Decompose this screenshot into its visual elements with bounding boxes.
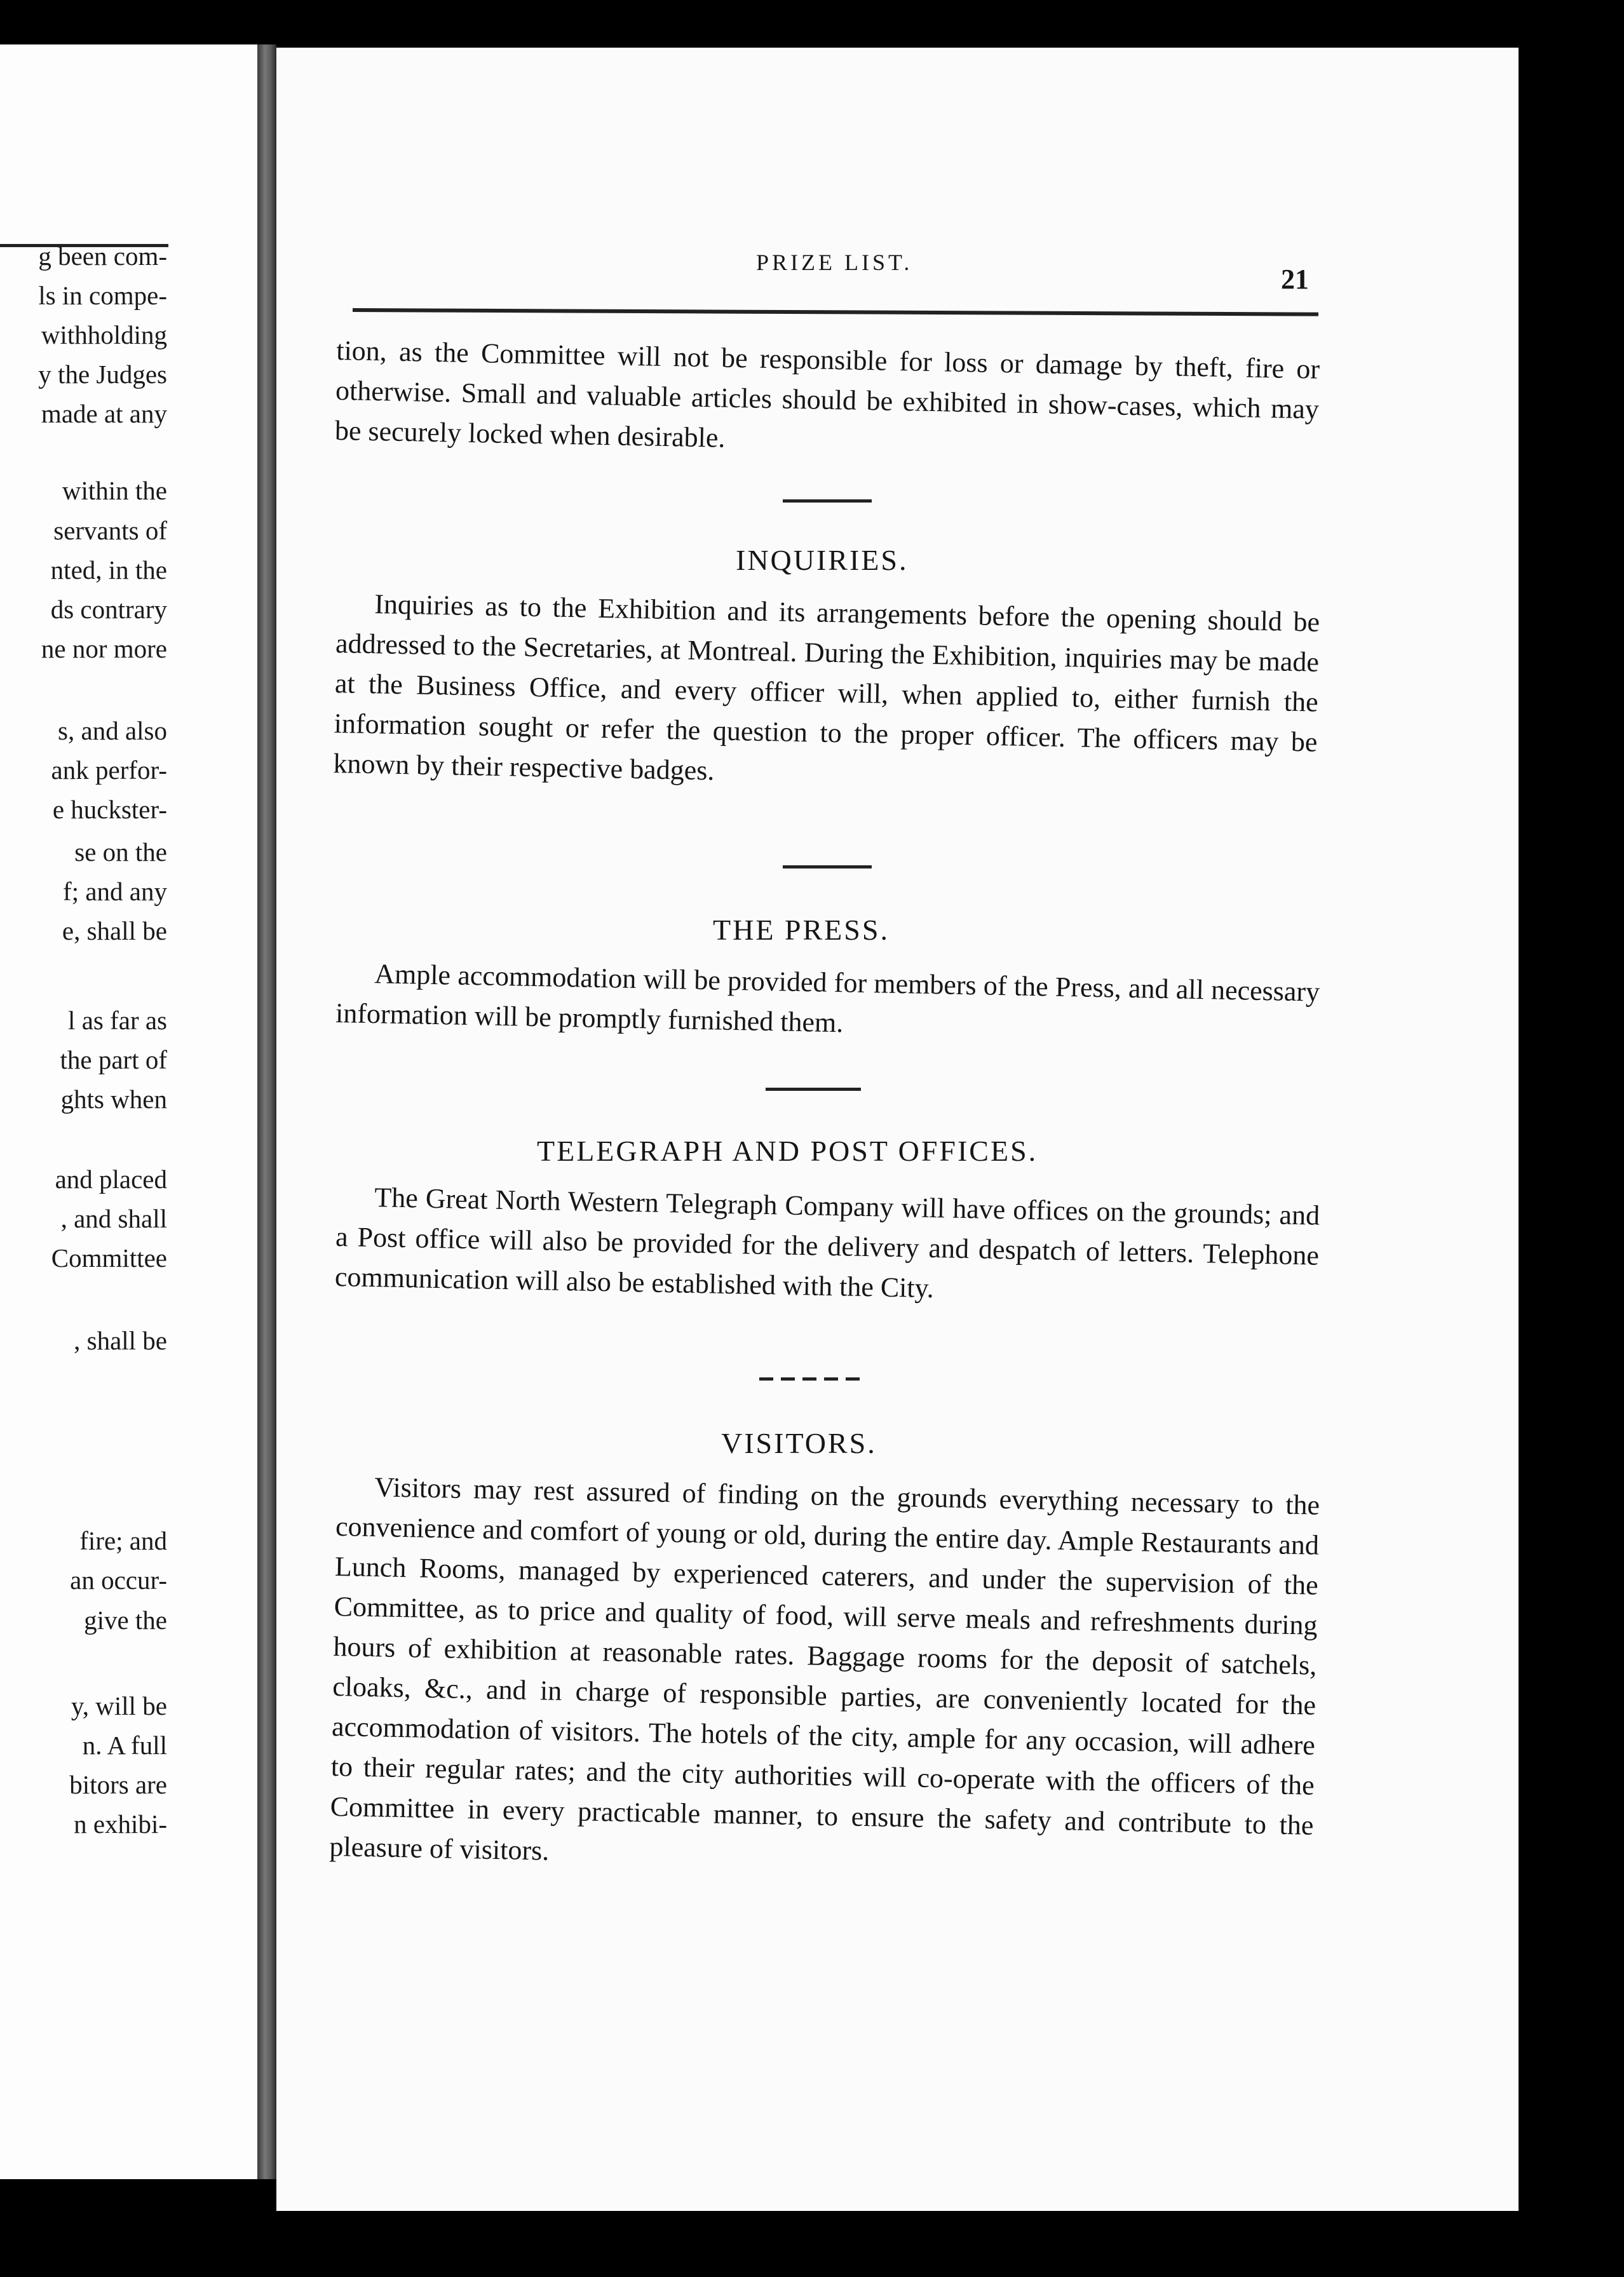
facing-page-line: n exhibi- [74,1809,167,1839]
page-number: 21 [1281,264,1309,295]
facing-page-line: g been com- [38,241,167,271]
facing-page-line: e, shall be [62,916,167,945]
section-text-press: Ample accommodation will be provided for members of the Press, and all necessary information will be promptly furnished them. [335,958,1320,1039]
running-head: PRIZE LIST. [756,250,913,275]
section-text-visitors: Visitors may rest assured of finding on the grounds everything necessary to the convenience and comfort of young or old, during the entire day. Ample Restaurants and Lunch Rooms, managed by experienced caterers, and under the supervision of the Committee, as to price and quality of food, will serve meals and refreshments during hours of exhibition at reasonable rates. Baggage rooms for the deposit of satchels, cloaks, &c., and in charge of responsible parties, are conveniently located for the accommodation of visitors. The hotels of the city, ample for any occasion, will adhere to their regular rates; and the city authorities will co-operate with the officers of the Committee in every practicable manner, to ensure the safety and contribute to the pleasure of visitors. [329,1471,1320,1867]
facing-page-line: , shall be [74,1326,167,1355]
section-text-telegraph: The Great North Western Telegraph Company will have offices on the grounds; and a Post office will also be provided for the delivery and despatch of letters. Telephone communication will also be established with the City. [334,1182,1320,1304]
facing-page-line: within the [62,476,167,505]
facing-page-line: ds contrary [50,595,167,624]
facing-page-line: s, and also [58,716,167,745]
facing-page-line: l as far as [68,1006,167,1035]
section-heading-press: THE PRESS. [713,914,890,946]
section-divider [783,499,872,503]
section-body-visitors [329,1466,1320,1886]
section-text-inquiries: Inquiries as to the Exhibition and its arrangements before the opening should be addressed to the Secretaries, at Montreal. During the Exhibition, inquiries may be made at the Business Office, and every officer will, when applied to, either furnish the information sought or refer the question to the proper officer. The officers may be known by their respective badges. [333,588,1320,787]
facing-page-line: y, will be [71,1691,167,1720]
facing-page-line: give the [84,1605,167,1635]
facing-page-line: nted, in the [50,555,167,584]
intro-paragraph-text: tion, as the Committee will not be responsible for loss or damage by theft, fire or otherwise. Small and valuable articles should be exhibited in show-cases, which may be securely locked when desirable. [334,334,1320,454]
facing-page-line: f; and any [63,877,167,906]
intro-paragraph [334,330,1320,470]
facing-page-line: bitors are [69,1770,167,1799]
section-body-telegraph [334,1177,1320,1316]
facing-page-line: servants of [53,516,167,545]
binding-gutter [257,44,276,2179]
section-heading-inquiries: INQUIRIES. [736,544,909,576]
facing-page-line: withholding [41,320,167,349]
facing-page-line: n. A full [82,1731,167,1760]
facing-page-line: made at any [41,399,167,428]
facing-page-line: , and shall [60,1204,167,1233]
facing-page-line: Committee [51,1243,167,1273]
facing-page-line: fire; and [79,1526,167,1555]
facing-page-line: ghts when [60,1084,167,1114]
facing-page-line: ank perfor- [51,755,167,785]
section-divider [766,1088,861,1091]
facing-page-line: se on the [74,837,167,867]
facing-page-line: e huckster- [52,795,167,824]
facing-page-line: y the Judges [38,360,167,389]
facing-page-line: ne nor more [41,634,167,663]
facing-page-line: and placed [55,1165,167,1194]
section-heading-telegraph: TELEGRAPH AND POST OFFICES. [537,1135,1038,1167]
section-body-inquiries [333,583,1320,802]
section-heading-visitors: VISITORS. [721,1427,877,1459]
facing-page-line: ls in compe- [38,281,167,310]
facing-page-line: an occur- [70,1565,167,1595]
section-divider [759,1377,861,1381]
section-divider [783,865,872,868]
facing-page-line: the part of [60,1045,167,1074]
facing-page [0,44,257,2179]
